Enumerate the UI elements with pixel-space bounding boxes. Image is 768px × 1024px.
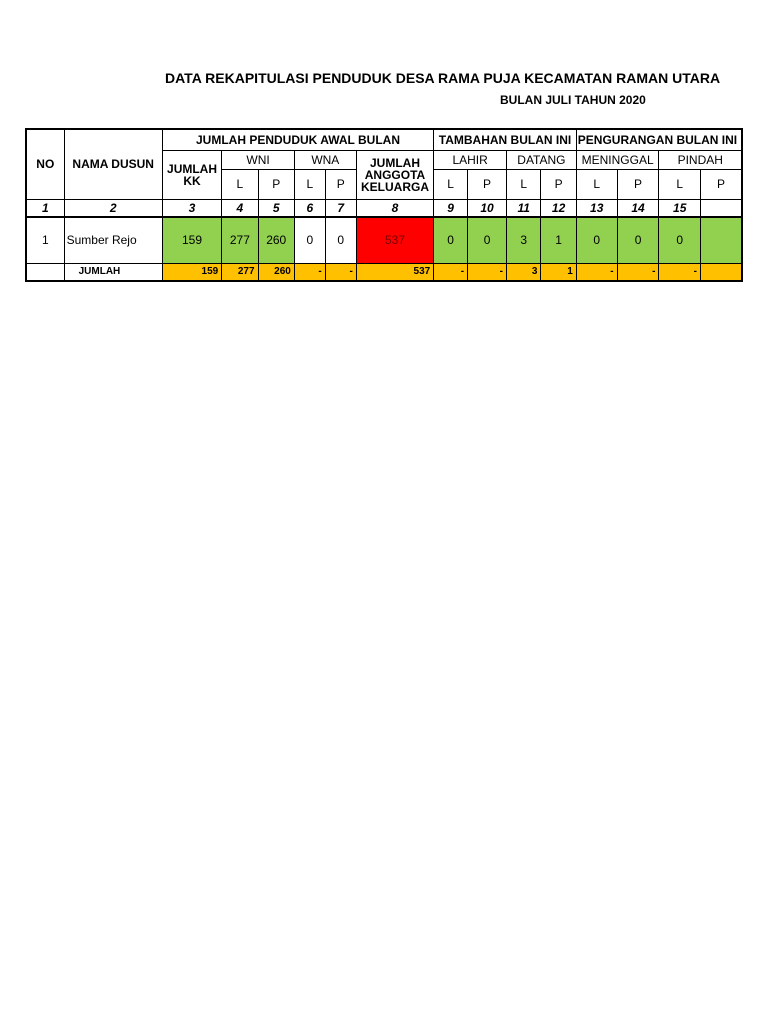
total-lahir-p: - <box>468 263 507 281</box>
cell-jumlah-anggota: 537 <box>356 217 433 263</box>
header-meninggal: MENINGGAL <box>576 150 659 169</box>
column-number: 11 <box>507 199 541 217</box>
header-wni-l: L <box>222 169 258 199</box>
header-meninggal-l: L <box>576 169 617 199</box>
header-pindah-l: L <box>659 169 700 199</box>
total-datang-p: 1 <box>541 263 576 281</box>
row-nama-dusun: Sumber Rejo <box>64 217 162 263</box>
total-wni-p: 260 <box>258 263 294 281</box>
header-wna-p: P <box>325 169 356 199</box>
population-table <box>25 128 743 282</box>
header-lahir-p: P <box>468 169 507 199</box>
cell-pindah-l: 0 <box>659 217 700 263</box>
column-number: 5 <box>258 199 294 217</box>
column-number: 9 <box>434 199 468 217</box>
cell-wni-p: 260 <box>258 217 294 263</box>
cell-meninggal-p: 0 <box>617 217 659 263</box>
column-number: 15 <box>659 199 700 217</box>
column-number: 1 <box>26 199 64 217</box>
column-number: 3 <box>162 199 221 217</box>
total-wna-p: - <box>325 263 356 281</box>
column-number-row <box>26 199 742 217</box>
column-number: 13 <box>576 199 617 217</box>
total-wni-l: 277 <box>222 263 258 281</box>
column-number: 7 <box>325 199 356 217</box>
total-row <box>26 263 742 281</box>
column-number: 14 <box>617 199 659 217</box>
total-jumlah-anggota: 537 <box>356 263 433 281</box>
total-datang-l: 3 <box>507 263 541 281</box>
cell-jumlah-kk: 159 <box>162 217 221 263</box>
cell-meninggal-l: 0 <box>576 217 617 263</box>
header-lahir-l: L <box>434 169 468 199</box>
header-wni: WNI <box>222 150 295 169</box>
cell-wna-p: 0 <box>325 217 356 263</box>
header-jumlah-kk: JUMLAH KK <box>162 150 221 199</box>
header-meninggal-p: P <box>617 169 659 199</box>
header-pindah-p: P <box>700 169 742 199</box>
cell-lahir-l: 0 <box>434 217 468 263</box>
page-subtitle: BULAN JULI TAHUN 2020 <box>500 93 646 107</box>
page-title: DATA REKAPITULASI PENDUDUK DESA RAMA PUJA KECAMATAN RAMAN UTARA <box>165 70 721 86</box>
total-jumlah-kk: 159 <box>162 263 221 281</box>
header-tambahan: TAMBAHAN BULAN INI <box>434 129 577 150</box>
column-number: 12 <box>541 199 576 217</box>
column-number: 2 <box>64 199 162 217</box>
column-number: 10 <box>468 199 507 217</box>
header-datang-p: P <box>541 169 576 199</box>
header-lahir: LAHIR <box>434 150 507 169</box>
table-container <box>25 128 743 290</box>
total-meninggal-l: - <box>576 263 617 281</box>
table-row <box>26 217 742 263</box>
total-label: JUMLAH <box>64 263 162 281</box>
column-number: 8 <box>356 199 433 217</box>
total-lahir-l: - <box>434 263 468 281</box>
column-number: 4 <box>222 199 258 217</box>
header-datang: DATANG <box>507 150 577 169</box>
column-number: 6 <box>294 199 325 217</box>
cell-datang-p: 1 <box>541 217 576 263</box>
header-pindah: PINDAH <box>659 150 742 169</box>
header-nama-dusun: NAMA DUSUN <box>64 129 162 199</box>
header-pengurangan: PENGURANGAN BULAN INI <box>576 129 742 150</box>
cell-lahir-p: 0 <box>468 217 507 263</box>
row-no: 1 <box>26 217 64 263</box>
total-pindah-l: - <box>659 263 700 281</box>
total-meninggal-p: - <box>617 263 659 281</box>
total-wna-l: - <box>294 263 325 281</box>
cell-wni-l: 277 <box>222 217 258 263</box>
header-jumlah-anggota: JUMLAH ANGGOTA KELUARGA <box>356 150 433 199</box>
header-wni-p: P <box>258 169 294 199</box>
header-no: NO <box>26 129 64 199</box>
header-wna: WNA <box>294 150 356 169</box>
cell-wna-l: 0 <box>294 217 325 263</box>
header-datang-l: L <box>507 169 541 199</box>
cell-datang-l: 3 <box>507 217 541 263</box>
header-wna-l: L <box>294 169 325 199</box>
header-awal-bulan: JUMLAH PENDUDUK AWAL BULAN <box>162 129 433 150</box>
